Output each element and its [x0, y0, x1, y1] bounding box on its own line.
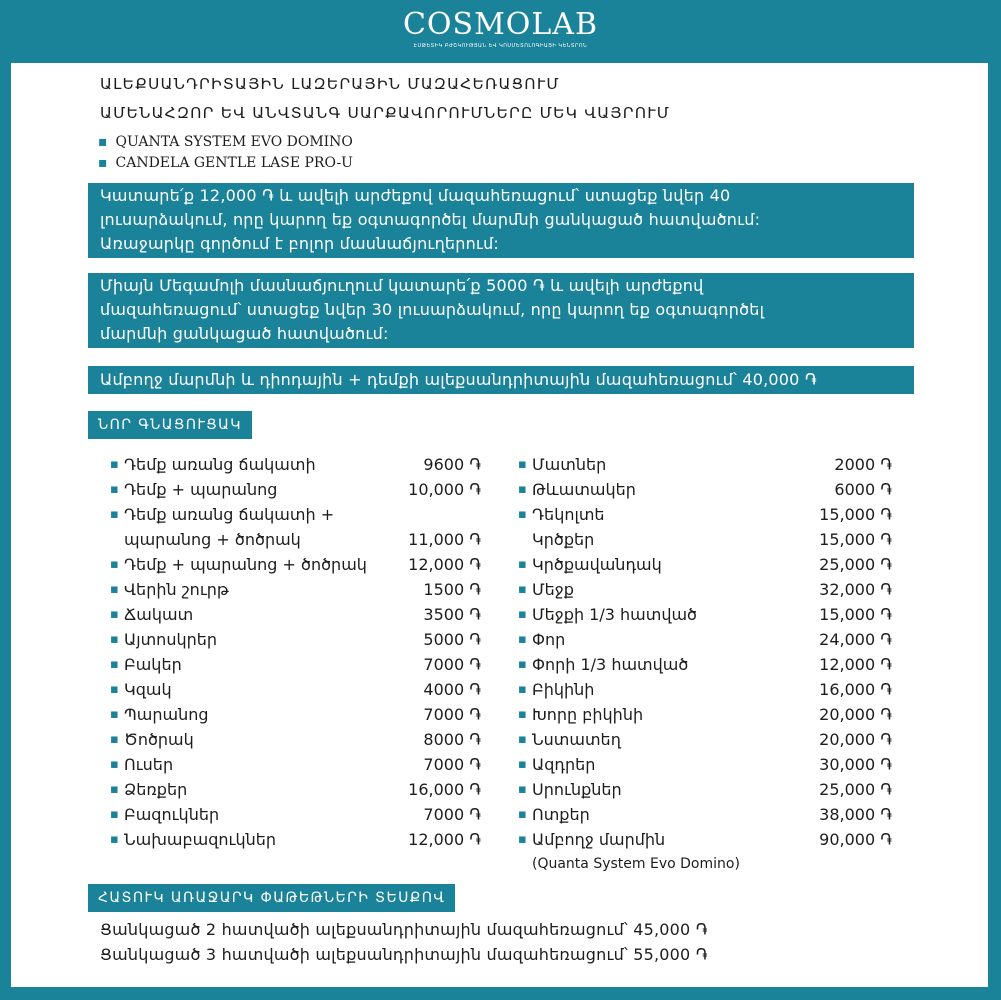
service-name: Ճակատ: [124, 605, 194, 624]
service-name: պարանոց + ծոծրակ: [124, 530, 301, 549]
bullet-icon: ▪: [518, 682, 527, 697]
price-row: [518, 652, 892, 677]
bullet-icon: ▪: [110, 632, 119, 647]
special-offer-line: Ցանկացած 3 հատվածի ալեքսանդրիտային մազահեռացում՝ 55,000 ֏: [100, 945, 708, 964]
service-price: 90,000 ֏: [819, 830, 892, 849]
price-row: [518, 702, 892, 727]
price-row: [518, 827, 892, 852]
price-row: [110, 802, 481, 827]
bullet-icon: ▪: [110, 582, 119, 597]
bullet-icon: ▪: [518, 757, 527, 772]
price-row: [518, 777, 892, 802]
bullet-icon: ▪: [518, 807, 527, 822]
bullet-icon: ▪: [98, 155, 108, 171]
promo-banner-2: Միայն Մեգամոլի մասնաճյուղում կատարե՛ք 5000 ֏ և ավելի արժեքով մազահեռացում՝ ստացեք նվեր 30 լուսարձակում, որը կարող եք օգտագործել մարմնի ցանկացած հատվածում:: [88, 273, 914, 348]
logo-tagline: ԷՍԹԵՏԻԿ ԲԺՇԿՈՒԹՅԱՆ ԵՎ ԿՈՍՄԵՏՈԼՈԳԻԱՅԻ ԿԵՆՏՐՈՆ: [413, 43, 588, 49]
service-name: Վերին շուրթ: [124, 580, 229, 599]
promo-banner-3: Ամբողջ մարմնի և դիոդային + դեմքի ալեքսանդրիտային մազահեռացում՝ 40,000 ֏: [88, 366, 914, 394]
bullet-icon: ▪: [110, 557, 119, 572]
price-row: [518, 602, 892, 627]
bullet-icon: ▪: [518, 582, 527, 597]
service-price: 38,000 ֏: [819, 805, 892, 824]
price-row: [518, 627, 892, 652]
price-row: [518, 502, 892, 527]
service-price: 25,000 ֏: [819, 780, 892, 799]
price-row: [518, 577, 892, 602]
service-price: 11,000 ֏: [408, 530, 481, 549]
service-price: 3500 ֏: [423, 605, 481, 624]
price-row: [110, 652, 481, 677]
bullet-icon: ▪: [110, 657, 119, 672]
special-offer-title: ՀԱՏՈՒԿ ԱՌԱՋԱՐԿ ՓԱԹԵԹՆԵՐԻ ՏԵՍՔՈՎ: [88, 884, 455, 912]
service-name: Ուսեր: [124, 755, 174, 774]
service-name: Փոր: [532, 630, 566, 649]
service-name: Դեմք առանց ճակատի +: [124, 505, 335, 524]
service-name: Մատներ: [532, 455, 607, 474]
service-name: Նստատեղ: [532, 730, 621, 749]
price-row: [110, 502, 481, 527]
bullet-icon: ▪: [518, 607, 527, 622]
service-price: 30,000 ֏: [819, 755, 892, 774]
bullet-icon: ▪: [518, 507, 527, 522]
service-name: Սրունքներ: [532, 780, 622, 799]
service-name: Կրծքեր: [532, 530, 595, 549]
bullet-icon: ▪: [518, 732, 527, 747]
price-row: [110, 727, 481, 752]
service-name: Խորը բիկինի: [532, 705, 644, 724]
service-price: 12,000 ֏: [819, 655, 892, 674]
bullet-icon: ▪: [518, 832, 527, 847]
service-name: Ազդրեր: [532, 755, 596, 774]
bullet-icon: ▪: [518, 632, 527, 647]
price-row: [110, 677, 481, 702]
service-name: Դեմք առանց ճակատի: [124, 455, 316, 474]
price-row: [110, 602, 481, 627]
service-name: Ծոծրակ: [124, 730, 194, 749]
service-price: 7000 ֏: [423, 755, 481, 774]
service-price: 20,000 ֏: [819, 705, 892, 724]
bullet-icon: ▪: [110, 832, 119, 847]
service-name: Ամբողջ մարմին: [532, 830, 666, 849]
service-name: Բազուկներ: [124, 805, 220, 824]
headline-2: ԱՄԵՆԱՀԶՈՐ ԵՎ ԱՆՎՏԱՆԳ ՍԱՐՔԱՎՈՐՈՒՄՆԵՐԸ ՄԵԿ ՎԱՅՐՈՒՄ: [100, 104, 671, 122]
price-row: [110, 777, 481, 802]
price-row: [110, 627, 481, 652]
price-list-title: ՆՈՐ ԳՆԱՑՈՒՑԱԿ: [88, 411, 252, 439]
bullet-icon: ▪: [98, 134, 108, 150]
logo: [0, 8, 1001, 50]
service-price: 10,000 ֏: [408, 480, 481, 499]
service-name: Այտոսկրեր: [124, 630, 218, 649]
service-price: 1500 ֏: [423, 580, 481, 599]
bullet-icon: ▪: [110, 807, 119, 822]
service-price: 6000 ֏: [834, 480, 892, 499]
bullet-icon: ▪: [110, 707, 119, 722]
service-name: Դեմք + պարանոց: [124, 480, 278, 499]
service-price: 32,000 ֏: [819, 580, 892, 599]
bullet-icon: ▪: [110, 482, 119, 497]
price-list-left: [110, 452, 481, 852]
price-row: [110, 702, 481, 727]
price-row: [518, 802, 892, 827]
price-row: [518, 677, 892, 702]
service-price: 5000 ֏: [423, 630, 481, 649]
bullet-icon: ▪: [110, 507, 119, 522]
list-item: ▪ QUANTA SYSTEM EVO DOMINO: [98, 134, 353, 150]
service-name: Թևատակեր: [532, 480, 636, 499]
service-price: 4000 ֏: [423, 680, 481, 699]
service-price: 12,000 ֏: [408, 555, 481, 574]
service-price: 15,000 ֏: [819, 505, 892, 524]
service-name: Բիկինի: [532, 680, 595, 699]
bullet-icon: ▪: [110, 607, 119, 622]
bullet-icon: ▪: [518, 457, 527, 472]
device-list: [98, 132, 353, 174]
price-row: [518, 752, 892, 777]
price-row: [110, 577, 481, 602]
bullet-icon: ▪: [518, 782, 527, 797]
bullet-icon: ▪: [110, 782, 119, 797]
service-name: Դեմք + պարանոց + ծոծրակ: [124, 555, 367, 574]
bullet-icon: ▪: [518, 557, 527, 572]
service-price: 9600 ֏: [423, 455, 481, 474]
bullet-icon: ▪: [110, 757, 119, 772]
price-row: [110, 752, 481, 777]
service-price: 2000 ֏: [834, 455, 892, 474]
service-name: Ոտքեր: [532, 805, 590, 824]
price-row: [518, 727, 892, 752]
service-price: 16,000 ֏: [819, 680, 892, 699]
service-price: 15,000 ֏: [819, 530, 892, 549]
service-price: 8000 ֏: [423, 730, 481, 749]
price-row: [518, 452, 892, 477]
list-item: ▪ CANDELA GENTLE LASE PRO-U: [98, 155, 353, 171]
bullet-icon: ▪: [518, 482, 527, 497]
bullet-icon: ▪: [110, 457, 119, 472]
service-name: Պարանոց: [124, 705, 209, 724]
bullet-icon: ▪: [518, 657, 527, 672]
service-name: Դեկոլտե: [532, 505, 605, 524]
price-row: [110, 552, 481, 577]
price-row: [110, 477, 481, 502]
logo-name: COSMOLAB: [402, 7, 599, 42]
service-name: Փորի 1/3 հատված: [532, 655, 689, 674]
bullet-icon: ▪: [518, 707, 527, 722]
service-price: 24,000 ֏: [819, 630, 892, 649]
price-row: [518, 552, 892, 577]
price-row: [110, 827, 481, 852]
service-price: 12,000 ֏: [408, 830, 481, 849]
service-price: 15,000 ֏: [819, 605, 892, 624]
service-price: 16,000 ֏: [408, 780, 481, 799]
service-name: Մեջքի 1/3 հատված: [532, 605, 697, 624]
price-row: [532, 527, 892, 552]
service-name: Ձեռքեր: [124, 780, 188, 799]
price-row: [518, 477, 892, 502]
service-price: 20,000 ֏: [819, 730, 892, 749]
bullet-icon: ▪: [110, 682, 119, 697]
promo-banner-1: Կատարե՛ք 12,000 ֏ և ավելի արժեքով մազահեռացում՝ ստացեք նվեր 40 լուսարձակում, որը կարող եք օգտագործել մարմնի ցանկացած հատվածում: Առաջարկը գործում է բոլոր մասնաճյուղերում:: [88, 183, 914, 258]
service-price: 7000 ֏: [423, 705, 481, 724]
price-list-right: [518, 452, 892, 877]
service-price: 7000 ֏: [423, 805, 481, 824]
headline-1: ԱԼԵՔՍԱՆԴՐԻՏԱՅԻՆ ԼԱԶԵՐԱՅԻՆ ՄԱԶԱՀԵՌԱՑՈՒՄ: [100, 75, 560, 93]
service-name: Բակեր: [124, 655, 182, 674]
price-row: [110, 452, 481, 477]
device-note: (Quanta System Evo Domino): [532, 856, 740, 872]
service-name: Նախաբազուկներ: [124, 830, 277, 849]
service-name: Կզակ: [124, 680, 172, 699]
service-price: 25,000 ֏: [819, 555, 892, 574]
service-price: 7000 ֏: [423, 655, 481, 674]
special-offer-line: Ցանկացած 2 հատվածի ալեքսանդրիտային մազահեռացում՝ 45,000 ֏: [100, 920, 708, 939]
price-row: [124, 527, 481, 552]
bullet-icon: ▪: [110, 732, 119, 747]
service-name: Կրծքավանդակ: [532, 555, 662, 574]
service-name: Մեջք: [532, 580, 574, 599]
